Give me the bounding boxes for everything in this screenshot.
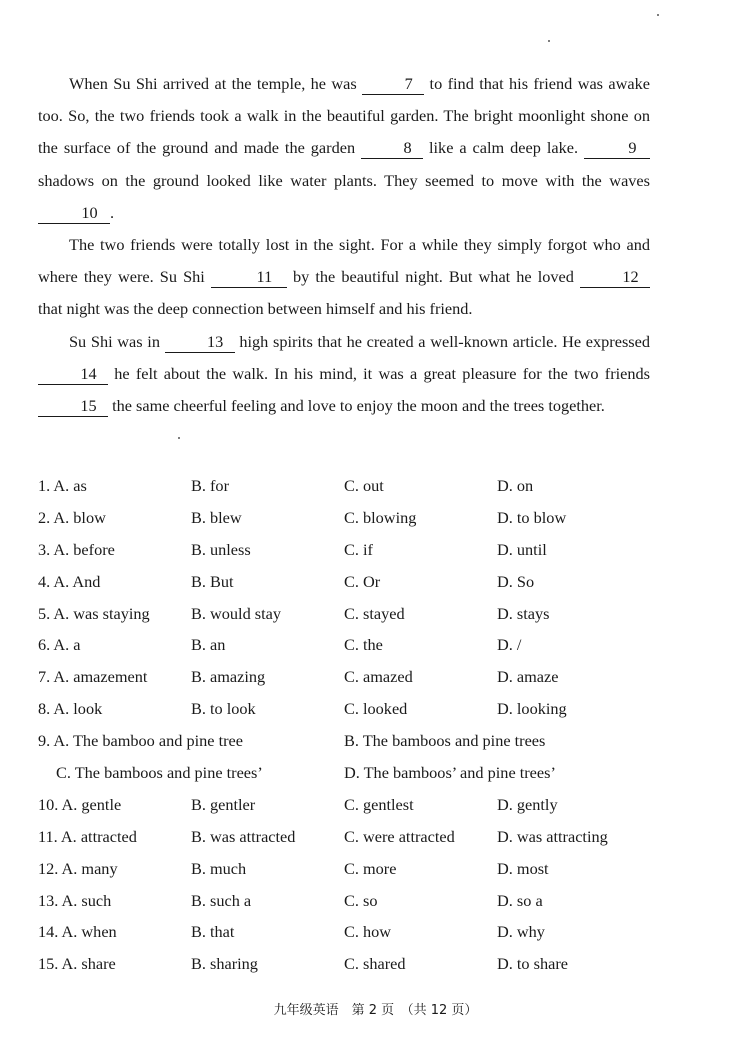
question-row: [38, 693, 678, 725]
option-text: 6. A. a: [38, 635, 81, 655]
passage-text: When Su Shi arrived at the temple, he was: [69, 74, 363, 93]
scan-speck: [657, 14, 659, 16]
option-text: 8. A. look: [38, 699, 103, 719]
passage-text: like a calm deep lake.: [423, 138, 584, 158]
question-row: [38, 534, 678, 566]
passage-text: The two friends were totally lost in the sight. For a while they simply forgot who and where they were. Su Shi: [38, 235, 650, 287]
option-text: B. blew: [191, 507, 242, 527]
question-row: [38, 821, 678, 853]
option-text: C. Or: [344, 571, 381, 591]
option-text: D. looking: [497, 699, 567, 719]
option-text: 7. A. amazement: [38, 667, 148, 687]
option-text: C. looked: [344, 699, 408, 719]
option-text: C. the: [344, 635, 383, 655]
option-text: C. more: [344, 858, 397, 878]
question-row: [38, 598, 678, 630]
option-text: 12. A. many: [38, 858, 118, 878]
option-text: D. to share: [497, 954, 568, 974]
option-text: C. blowing: [344, 507, 417, 527]
option-text: B. to look: [191, 699, 256, 719]
option-text: 9. A. The bamboo and pine tree: [38, 731, 243, 751]
passage-paragraph: [38, 229, 650, 326]
passage-text: Su Shi was in: [69, 331, 165, 351]
question-row: [38, 948, 678, 980]
option-text: D. stays: [497, 603, 550, 623]
option-text: B. was attracted: [191, 826, 296, 846]
question-row: [38, 566, 678, 598]
question-row: [38, 470, 678, 502]
option-text: B. But: [191, 571, 234, 591]
option-text: C. amazed: [344, 667, 413, 687]
passage-text: to find that his friend was awake too. So, the two friends took a walk in the beautiful garden. The bright moonlight shone on the surface of the ground and made the garden: [38, 74, 650, 158]
option-text: C. stayed: [344, 603, 405, 623]
option-text: B. much: [191, 858, 247, 878]
question-row: [38, 916, 678, 948]
option-text: D. until: [497, 539, 547, 559]
question-row: [38, 757, 678, 789]
option-text: 11. A. attracted: [38, 826, 137, 846]
option-text: 14. A. when: [38, 922, 117, 942]
option-text: 1. A. as: [38, 476, 87, 495]
answer-options: [38, 470, 678, 980]
passage-paragraph: [38, 68, 650, 229]
question-row: [38, 853, 678, 885]
question-row: [38, 789, 678, 821]
option-text: B. such a: [191, 890, 252, 910]
answer-blank: 11: [211, 267, 287, 288]
option-text: D. gently: [497, 794, 558, 814]
answer-blank: 8: [361, 138, 423, 159]
option-text: D. amaze: [497, 667, 559, 687]
passage-text: by the beautiful night. But what he loved: [286, 267, 581, 287]
answer-blank: 14: [38, 364, 108, 385]
passage-text: he felt about the walk. In his mind, it was a great pleasure for the two friends: [108, 363, 650, 383]
option-text: 10. A. gentle: [38, 794, 122, 814]
passage-text: that night was the deep connection between himself and his friend.: [38, 299, 473, 319]
option-text: D. The bamboos’ and pine trees’: [344, 763, 556, 783]
option-text: C. were attracted: [344, 826, 455, 846]
answer-blank: 9: [584, 138, 650, 159]
passage-text: high spirits that he created a well-known article. He expressed: [234, 331, 650, 351]
option-text: D. to blow: [497, 507, 567, 527]
passage-text: the same cheerful feeling and love to enjoy the moon and the trees together.: [108, 396, 605, 416]
answer-blank: 12: [580, 267, 650, 288]
option-text: D. So: [497, 571, 535, 591]
option-text: 13. A. such: [38, 890, 112, 910]
passage-text: shadows on the ground looked like water plants. They seemed to move with the waves: [38, 170, 650, 190]
scan-speck: [178, 437, 180, 439]
option-text: B. an: [191, 635, 226, 655]
option-text: C. how: [344, 922, 392, 942]
cloze-passage: [38, 68, 650, 422]
option-text: C. so: [344, 890, 378, 910]
option-text: B. gentler: [191, 794, 256, 814]
option-text: C. if: [344, 539, 373, 559]
option-text: C. The bamboos and pine trees’: [56, 763, 263, 783]
option-text: D. /: [497, 635, 522, 655]
option-text: C. out: [344, 476, 384, 495]
question-row: [38, 885, 678, 917]
option-text: D. so a: [497, 890, 543, 910]
option-text: 5. A. was staying: [38, 603, 150, 623]
option-text: D. most: [497, 858, 549, 878]
passage-paragraph: [38, 326, 650, 423]
answer-blank: 10: [38, 203, 110, 224]
option-text: 4. A. And: [38, 571, 101, 591]
option-text: D. on: [497, 476, 534, 495]
option-text: 15. A. share: [38, 954, 116, 974]
option-text: B. sharing: [191, 954, 258, 974]
question-row: [38, 725, 678, 757]
option-text: C. shared: [344, 954, 406, 974]
scan-speck: [548, 40, 550, 42]
option-text: B. that: [191, 922, 235, 942]
option-text: C. gentlest: [344, 794, 414, 814]
option-text: 3. A. before: [38, 539, 115, 559]
answer-blank: 7: [362, 74, 424, 95]
option-text: B. would stay: [191, 603, 282, 623]
option-text: B. for: [191, 476, 229, 495]
question-row: [38, 661, 678, 693]
question-row: [38, 629, 678, 661]
option-text: D. why: [497, 922, 545, 942]
option-text: B. unless: [191, 539, 251, 559]
answer-blank: 13: [165, 332, 235, 353]
page-footer: 九年级英语 第 2 页 （共 12 页）: [273, 1003, 478, 1018]
option-text: B. The bamboos and pine trees: [344, 731, 546, 751]
passage-text: .: [110, 202, 115, 222]
question-row: [38, 502, 678, 534]
answer-blank: 15: [38, 396, 108, 417]
option-text: B. amazing: [191, 667, 266, 687]
option-text: 2. A. blow: [38, 507, 106, 527]
option-text: D. was attracting: [497, 826, 608, 846]
